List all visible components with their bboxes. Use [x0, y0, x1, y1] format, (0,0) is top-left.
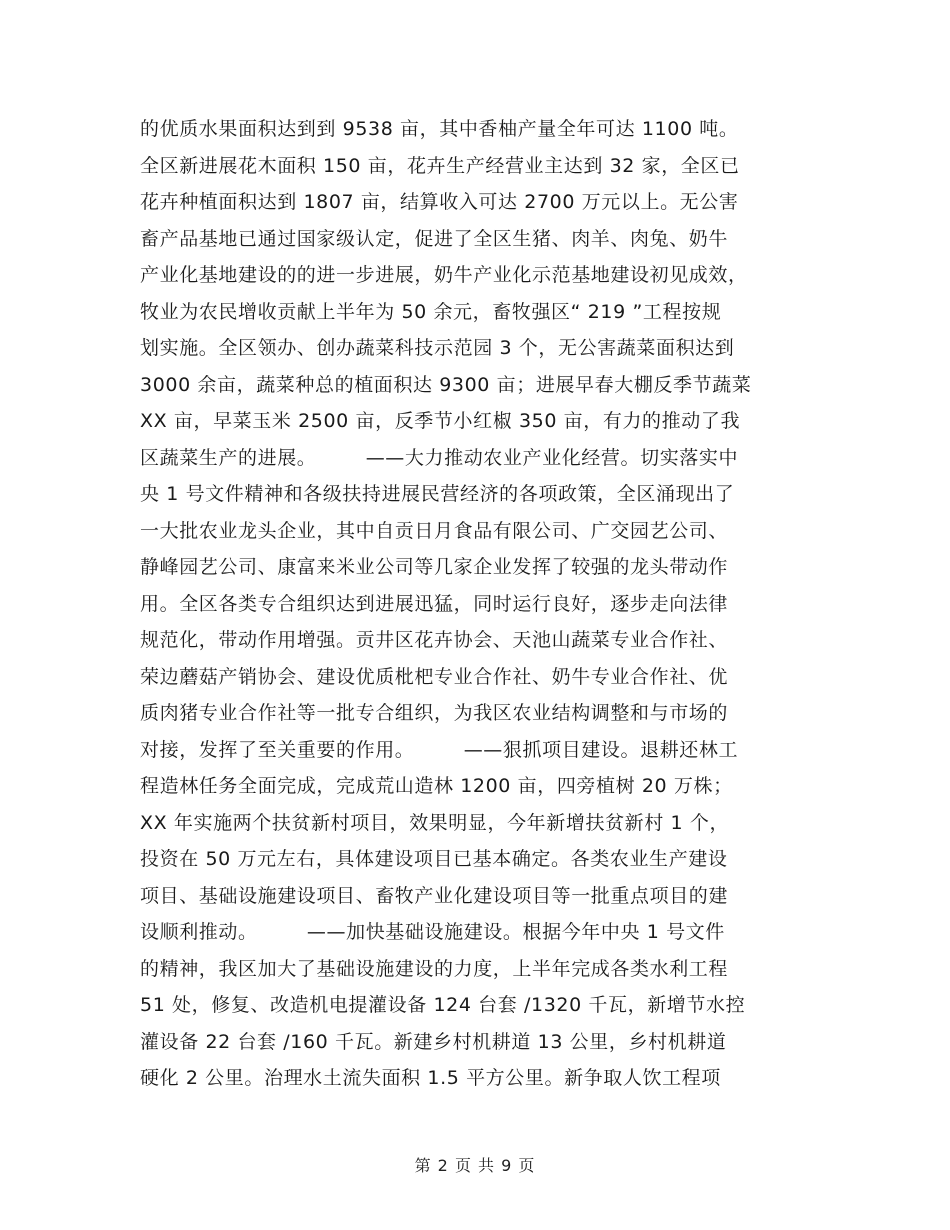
text-line: 3000 余亩，蔬菜种总的植面积达 9300 亩；进展早春大棚反季节蔬菜 [140, 373, 752, 396]
text-line: 程造林任务全面完成，完成荒山造林 1200 亩，四旁植树 20 万株； [140, 775, 733, 797]
text-line: 荣边蘑菇产销协会、建设优质枇杷专业合作社、奶牛专业合作社、优 [140, 665, 729, 688]
text-line: 质肉猪专业合作社等一批专合组织，为我区农业结构调整和与市场的 [140, 702, 729, 724]
text-line: 划实施。全区领办、创办蔬菜科技示范园 3 个，无公害蔬菜面积达到 [140, 337, 735, 359]
page-number-footer: 第 2 页 共 9 页 [414, 1156, 536, 1175]
body-text [140, 111, 820, 1097]
text-line: 全区新进展花木面积 150 亩，花卉生产经营业主达到 32 家，全区已 [140, 154, 740, 177]
text-line: XX 亩，早菜玉米 2500 亩，反季节小红椒 350 亩，有力的推动了我 [140, 410, 741, 432]
text-line: 投资在 50 万元左右，具体建设项目已基本确定。各类农业生产建设 [140, 848, 728, 870]
text-line: 用。全区各类专合组织达到进展迅猛，同时运行良好，逐步走向法律 [140, 592, 729, 615]
text-line: 的精神，我区加大了基础设施建设的力度，上半年完成各类水利工程 [140, 957, 729, 980]
text-line: 规范化，带动作用增强。贡井区花卉协会、天池山蔬菜专业合作社、 [140, 629, 729, 651]
text-line: 一大批农业龙头企业，其中自贡日月食品有限公司、广交园艺公司、 [140, 519, 729, 542]
text-line: 花卉种植面积达到 1807 亩，结算收入可达 2700 万元以上。无公害 [140, 191, 739, 213]
text-line: 产业化基地建设的的进一步进展，奶牛产业化示范基地建设初见成效， [140, 264, 748, 286]
text-line: 设顺利推动。 ——加快基础设施建设。根据今年中央 1 号文件 [140, 921, 725, 943]
text-line: 畜产品基地已通过国家级认定，促进了全区生猪、肉羊、肉兔、奶牛 [140, 227, 729, 250]
text-line: 对接，发挥了至关重要的作用。 ——狠抓项目建设。退耕还林工 [140, 738, 739, 761]
text-line: 的优质水果面积达到到 9538 亩，其中香柚产量全年可达 1100 吨。 [140, 118, 739, 140]
text-line: 区蔬菜生产的进展。 ——大力推动农业产业化经营。切实落实中 [140, 446, 739, 469]
text-line: 灌设备 22 台套 /160 千瓦。新建乡村机耕道 13 公里，乡村机耕道 [140, 1030, 727, 1053]
text-line: 项目、基础设施建设项目、畜牧产业化建设项目等一批重点项目的建 [140, 884, 729, 907]
text-line: XX 年实施两个扶贫新村项目，效果明显，今年新增扶贫新村 1 个， [140, 811, 730, 834]
text-line: 央 1 号文件精神和各级扶持进展民营经济的各项政策，全区涌现出了 [140, 483, 735, 505]
text-line: 硬化 2 公里。治理水土流失面积 1.5 平方公里。新争取人饮工程项 [140, 1067, 721, 1089]
text-line: 静峰园艺公司、康富来米业公司等几家企业发挥了较强的龙头带动作 [140, 556, 729, 578]
text-line: 51 处，修复、改造机电提灌设备 124 台套 /1320 千瓦，新增节水控 [140, 994, 746, 1016]
text-line: 牧业为农民增收贡献上半年为 50 余元，畜牧强区“ 219 ”工程按规 [140, 300, 722, 323]
